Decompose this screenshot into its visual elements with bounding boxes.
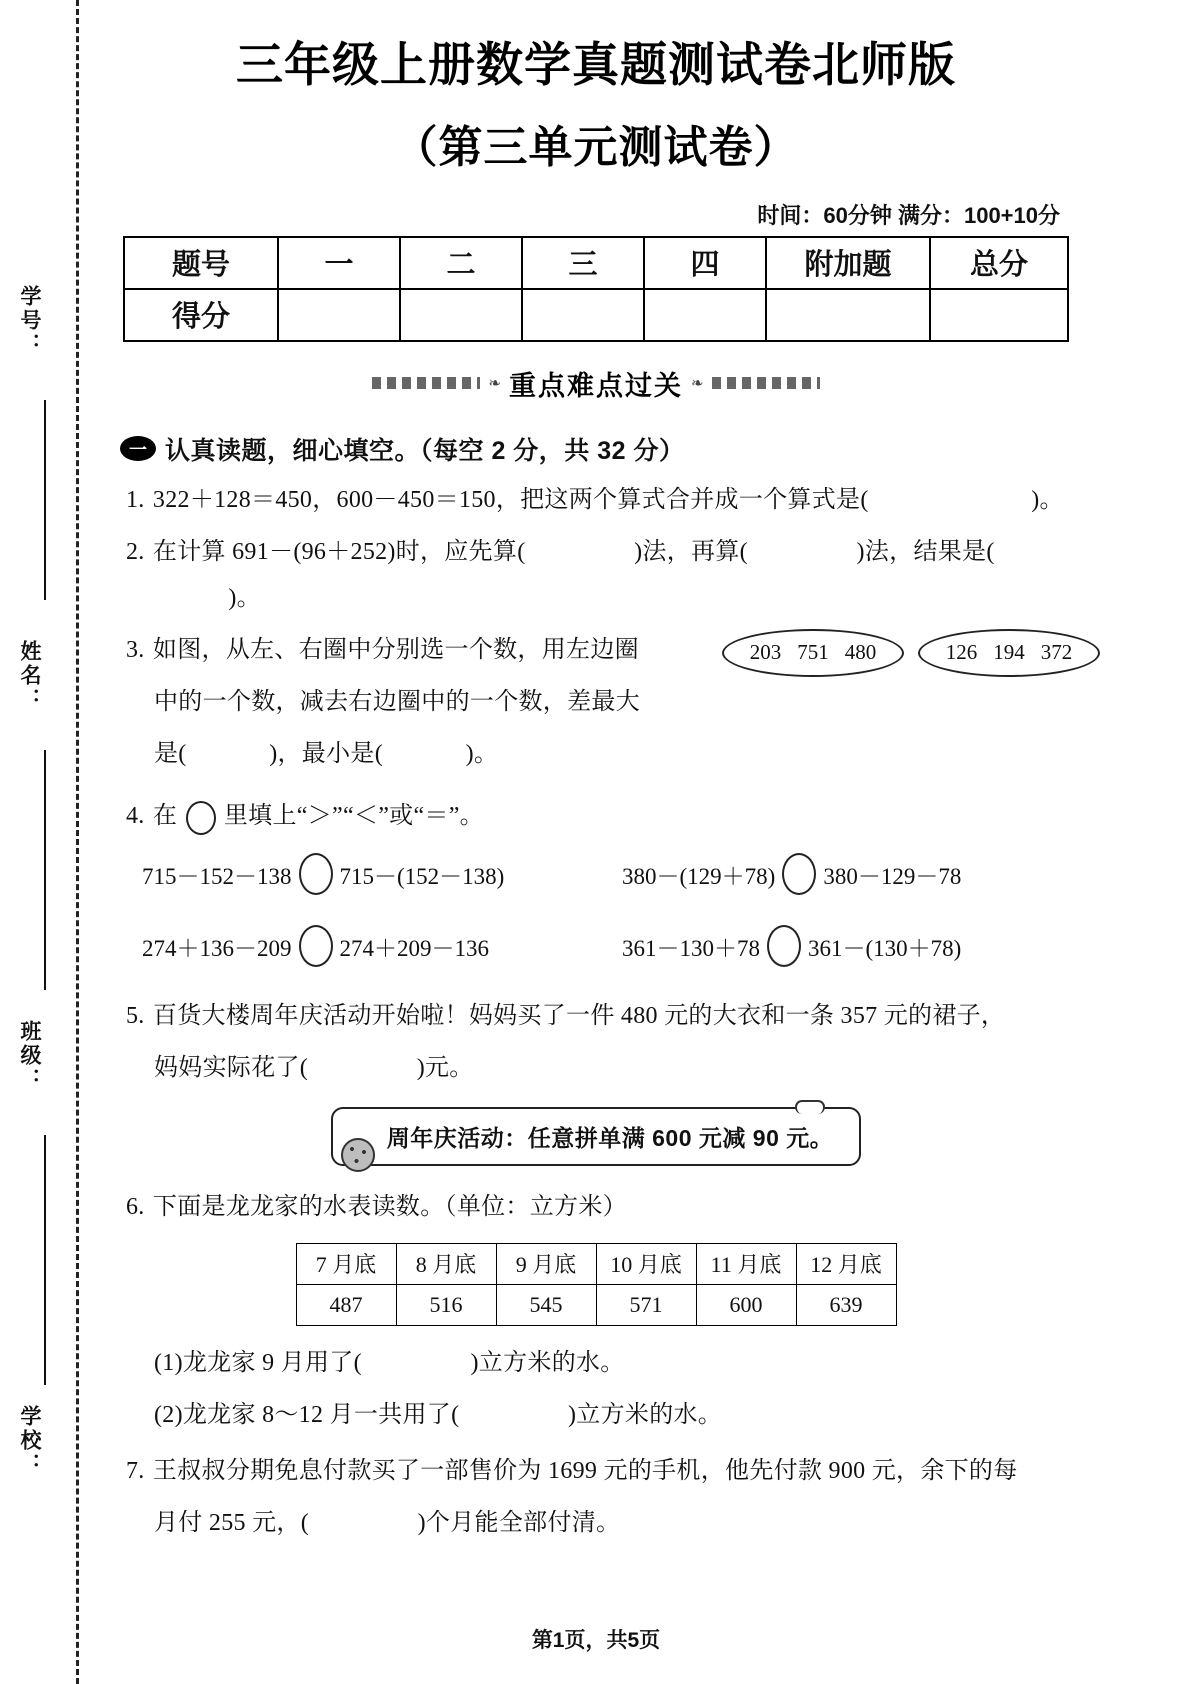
section-one-title: 认真读题，细心填空。（每空 2 分，共 32 分） xyxy=(165,436,685,465)
question-6-sub1-text-b: )立方米的水。 xyxy=(470,1349,625,1376)
comparison-2 xyxy=(622,853,961,895)
comparison-2-left: 380－(129＋78) xyxy=(622,863,776,889)
question-3-number: 3. xyxy=(126,636,145,663)
section-one-header xyxy=(120,431,1096,467)
page-title: 三年级上册数学真题测试卷北师版 xyxy=(236,38,956,91)
score-cell-extra[interactable] xyxy=(766,289,930,341)
question-2-text-b: )法，再算( xyxy=(634,538,748,565)
water-meter-table xyxy=(296,1243,897,1326)
water-value-2: 516 xyxy=(396,1284,496,1325)
score-table-row-label-2: 得分 xyxy=(124,289,278,341)
question-1-text-end: )。 xyxy=(1031,486,1064,513)
water-header-5: 11 月底 xyxy=(696,1243,796,1284)
dashed-cut-line xyxy=(76,0,79,1684)
margin-rule-2 xyxy=(44,750,46,990)
question-5 xyxy=(126,993,1096,1039)
margin-rule-1 xyxy=(44,400,46,600)
question-3-line-3 xyxy=(154,731,1096,777)
score-table xyxy=(123,236,1069,342)
cloud-icon xyxy=(795,1100,825,1114)
comparison-3-right: 274＋209－136 xyxy=(339,935,489,961)
margin-rule-3 xyxy=(44,1135,46,1385)
banner-title: 重点难点过关 xyxy=(509,370,683,401)
question-1 xyxy=(126,477,1096,523)
margin-label-class: 班级： xyxy=(18,1020,41,1092)
score-table-col-2: 二 xyxy=(400,237,522,289)
question-2-text-a: 在计算 691－(96＋252)时，应先算( xyxy=(152,538,526,565)
oval-left-num-2: 751 xyxy=(797,640,829,665)
comparison-3-left: 274＋136－209 xyxy=(142,935,292,961)
score-table-col-3: 三 xyxy=(522,237,644,289)
water-value-6: 639 xyxy=(796,1284,896,1325)
score-table-col-extra: 附加题 xyxy=(766,237,930,289)
page-subtitle: （第三单元测试卷） xyxy=(393,122,799,172)
table-row xyxy=(296,1243,896,1284)
banner-ornament-right-icon: ❧ xyxy=(691,375,704,392)
question-7-line-1: 王叔叔分期免息付款买了一部售价为 1699 元的手机，他先付款 900 元，余下的每 xyxy=(152,1457,1018,1484)
margin-label-student-id: 学号： xyxy=(18,285,41,357)
comparison-1-operator-circle[interactable] xyxy=(299,853,333,895)
water-meter-table-wrap xyxy=(96,1243,1096,1326)
score-cell-1[interactable] xyxy=(278,289,400,341)
question-5-line-1: 百货大楼周年庆活动开始啦！妈妈买了一件 480 元的大衣和一条 357 元的裙子， xyxy=(152,1003,1006,1030)
comparison-4-right: 361－(130＋78) xyxy=(808,935,962,961)
oval-left-num-3: 480 xyxy=(844,640,877,665)
question-6-text: 下面是龙龙家的水表读数。（单位：立方米） xyxy=(152,1194,627,1221)
comparison-1 xyxy=(142,853,622,895)
score-table-col-total: 总分 xyxy=(930,237,1068,289)
question-7 xyxy=(126,1448,1096,1494)
question-7-text-2b: )个月能全部付清。 xyxy=(417,1509,621,1536)
question-1-text: 322＋128＝450，600－450＝150，把这两个算式合并成一个算式是( xyxy=(152,486,869,513)
comparison-2-right: 380－129－78 xyxy=(823,863,962,889)
question-1-number: 1. xyxy=(126,486,145,513)
comparison-1-left: 715－152－138 xyxy=(142,863,292,889)
question-2-number: 2. xyxy=(126,538,145,565)
banner-dash-left xyxy=(372,377,480,389)
number-oval-left xyxy=(722,629,904,677)
water-value-5: 600 xyxy=(696,1284,796,1325)
table-row xyxy=(124,237,1068,289)
score-table-col-1: 一 xyxy=(278,237,400,289)
question-3-text-3a: 是( xyxy=(154,741,187,768)
question-2-text-d: )。 xyxy=(228,584,261,611)
comparison-row-1 xyxy=(142,853,1096,895)
water-value-1: 487 xyxy=(296,1284,396,1325)
promo-banner xyxy=(331,1107,862,1166)
oval-left-num-1: 203 xyxy=(749,640,782,665)
comparison-4-operator-circle[interactable] xyxy=(767,925,801,967)
page-footer: 第1页，共5页 xyxy=(531,1629,661,1652)
promo-banner-text: 周年庆活动：任意拼单满 600 元减 90 元。 xyxy=(386,1125,834,1152)
water-value-3: 545 xyxy=(496,1284,596,1325)
question-6 xyxy=(126,1184,1096,1230)
promo-banner-wrap xyxy=(96,1107,1096,1166)
question-3-number-ovals xyxy=(722,629,1100,677)
score-cell-total[interactable] xyxy=(930,289,1068,341)
score-cell-4[interactable] xyxy=(644,289,766,341)
question-6-sub2-text-a: (2)龙龙家 8～12 月一共用了( xyxy=(154,1401,460,1428)
table-row xyxy=(296,1284,896,1325)
table-row xyxy=(124,289,1068,341)
question-6-sub2-text-b: )立方米的水。 xyxy=(568,1401,723,1428)
question-5-number: 5. xyxy=(126,1003,145,1030)
water-header-4: 10 月底 xyxy=(596,1243,696,1284)
oval-right-num-3: 372 xyxy=(1040,640,1073,665)
oval-right-num-1: 126 xyxy=(945,640,978,665)
comparison-4 xyxy=(622,925,961,967)
question-6-sub-2 xyxy=(154,1392,1096,1438)
question-6-sub1-text-a: (1)龙龙家 9 月用了( xyxy=(154,1349,362,1376)
question-3-text-3b: )，最小是( xyxy=(269,741,384,768)
question-5-line-2 xyxy=(154,1045,1096,1091)
question-4-text-b: 里填上“＞”“＜”或“＝”。 xyxy=(223,803,484,830)
comparison-3-operator-circle[interactable] xyxy=(299,925,333,967)
score-cell-3[interactable] xyxy=(522,289,644,341)
margin-label-school: 学校： xyxy=(18,1405,41,1477)
left-margin-strip xyxy=(0,0,78,1684)
exam-meta-info: 时间：60分钟 满分：100+10分 xyxy=(757,202,1060,228)
banner-ornament-left-icon: ❧ xyxy=(488,375,501,392)
score-table-row-label-1: 题号 xyxy=(124,237,278,289)
question-6-number: 6. xyxy=(126,1194,145,1221)
comparison-row-2 xyxy=(142,925,1096,967)
margin-label-name: 姓名： xyxy=(18,640,41,712)
question-4 xyxy=(126,793,1096,839)
water-header-2: 8 月底 xyxy=(396,1243,496,1284)
exam-page xyxy=(96,0,1096,1684)
banner-dash-right xyxy=(712,377,820,389)
question-5-text-2b: )元。 xyxy=(416,1055,474,1082)
flower-icon xyxy=(341,1138,375,1172)
section-banner xyxy=(96,364,1096,403)
question-7-number: 7. xyxy=(126,1457,145,1484)
water-value-4: 571 xyxy=(596,1284,696,1325)
water-header-6: 12 月底 xyxy=(796,1243,896,1284)
water-header-3: 9 月底 xyxy=(496,1243,596,1284)
question-2 xyxy=(126,529,1096,621)
question-3-line-2: 中的一个数，减去右边圈中的一个数，差最大 xyxy=(154,689,640,716)
oval-right-num-2: 194 xyxy=(993,640,1025,665)
question-6-sub-1 xyxy=(154,1340,1096,1386)
comparison-4-left: 361－130＋78 xyxy=(622,935,760,961)
comparison-1-right: 715－(152－138) xyxy=(339,863,505,889)
water-header-1: 7 月底 xyxy=(296,1243,396,1284)
question-3-text-3c: )。 xyxy=(465,741,499,768)
score-table-col-4: 四 xyxy=(644,237,766,289)
question-2-text-c: )法，结果是( xyxy=(856,538,995,565)
question-4-number: 4. xyxy=(126,803,145,830)
number-oval-right xyxy=(918,629,1100,677)
question-7-text-2a: 月付 255 元，( xyxy=(154,1509,309,1536)
circle-placeholder-icon[interactable] xyxy=(186,801,216,835)
question-7-line-2 xyxy=(154,1500,1096,1546)
score-cell-2[interactable] xyxy=(400,289,522,341)
question-3-text-1: 如图，从左、右圈中分别选一个数，用左边圈 xyxy=(152,636,639,663)
section-bullet-one: 一 xyxy=(120,436,156,461)
question-5-text-2a: 妈妈实际花了( xyxy=(154,1055,309,1082)
comparison-2-operator-circle[interactable] xyxy=(782,853,816,895)
question-3 xyxy=(96,627,1096,777)
comparison-3 xyxy=(142,925,622,967)
question-4-text-a: 在 xyxy=(152,803,178,830)
